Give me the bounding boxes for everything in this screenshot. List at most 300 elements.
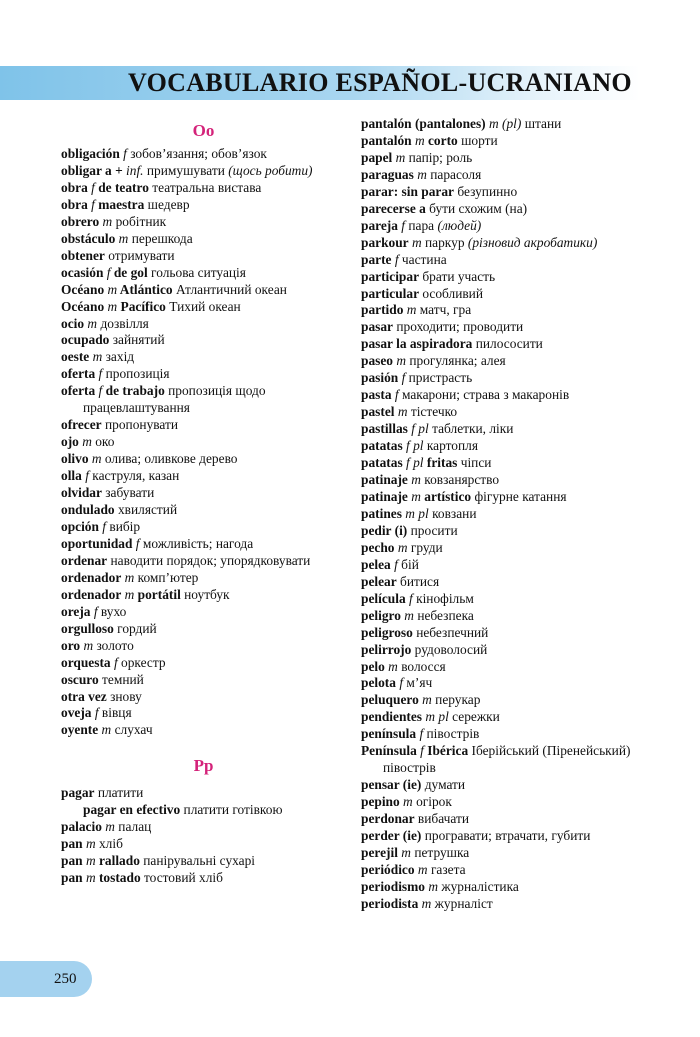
grammar-label: m — [80, 637, 94, 653]
vocab-entry — [61, 587, 346, 604]
translation: чіпси — [457, 455, 492, 471]
headword: olivo — [61, 451, 89, 467]
vocab-entry — [61, 468, 346, 485]
grammar-label: m — [407, 472, 421, 488]
headword: patatas — [361, 438, 403, 454]
grammar-label: m pl — [401, 505, 429, 521]
vocab-entry — [361, 709, 646, 726]
vocab-entry — [361, 472, 646, 489]
headword: pan — [61, 836, 83, 852]
grammar-label: f — [391, 387, 399, 403]
vocab-entry — [61, 383, 346, 417]
vocab-entry — [361, 828, 646, 845]
translation: пропозиція щодо працевлаштування — [83, 383, 266, 416]
grammar-label: m — [407, 488, 421, 504]
grammar-label: m — [104, 298, 118, 314]
headword-continuation: maestra — [94, 196, 145, 212]
vocab-entry — [361, 404, 646, 421]
translation: програвати; втрачати, губити — [421, 828, 591, 844]
headword: obra — [61, 196, 88, 212]
vocab-entry — [361, 116, 646, 133]
translation: рудоволосий — [411, 641, 488, 657]
headword: ondulado — [61, 502, 115, 518]
translation: фігурне катання — [471, 488, 567, 504]
headword: pareja — [361, 217, 398, 233]
headword-continuation: Pacífico — [117, 298, 166, 314]
translation: небезпека — [413, 607, 474, 623]
translation: вибір — [106, 518, 141, 534]
right-entry-list — [361, 116, 646, 913]
grammar-label: m — [104, 281, 118, 297]
vocab-entry — [61, 722, 346, 739]
headword: pelo — [361, 658, 385, 674]
grammar-label: m — [418, 895, 432, 911]
vocab-entry — [361, 523, 646, 540]
vocab-entry — [61, 316, 346, 333]
grammar-label: m (pl) — [485, 116, 522, 131]
translation: огірок — [412, 794, 452, 810]
headword: obra — [61, 179, 88, 195]
translation: Тихий океан — [165, 298, 241, 314]
headword: pantalón — [361, 132, 412, 148]
left-column — [61, 116, 346, 887]
vocab-entry — [361, 336, 646, 353]
translation: перукар — [431, 692, 481, 708]
vocab-entry — [61, 802, 346, 819]
translation: перешкода — [128, 230, 193, 246]
grammar-label: m — [121, 569, 135, 585]
headword: Océano — [61, 298, 105, 314]
vocab-entry — [61, 819, 346, 836]
grammar-label: f pl — [407, 421, 429, 437]
headword: paseo — [361, 353, 393, 369]
vocab-entry — [361, 269, 646, 286]
translation: картопля — [423, 438, 479, 454]
headword: pelirrojo — [361, 641, 412, 657]
headword: obligación — [61, 146, 120, 161]
vocab-entry — [361, 133, 646, 150]
grammar-label: m — [393, 353, 407, 369]
translation: олива; оливкове дерево — [101, 451, 238, 467]
translation: палац — [114, 819, 152, 835]
vocab-entry — [361, 879, 646, 896]
translation: частина — [398, 251, 447, 267]
headword: oreja — [61, 603, 91, 619]
translation: проходити; проводити — [393, 319, 524, 335]
vocab-entry — [61, 502, 346, 519]
page-number-tab — [0, 961, 92, 997]
usage-note: (щось робити) — [224, 162, 313, 178]
headword: oyente — [61, 722, 99, 738]
translation: знову — [106, 688, 142, 704]
translation: примушувати — [143, 162, 225, 178]
grammar-label: m — [88, 451, 102, 467]
grammar-label: m — [82, 836, 96, 852]
vocab-entry — [361, 777, 646, 794]
translation: дозвілля — [97, 315, 149, 331]
vocab-entry — [61, 366, 346, 383]
translation: каструля, казан — [88, 468, 180, 484]
translation: паркур — [421, 234, 465, 250]
vocab-entry — [361, 642, 646, 659]
grammar-label: m — [394, 404, 408, 420]
headword: ordenador — [61, 569, 122, 585]
grammar-label: f — [110, 654, 118, 670]
grammar-label: m — [418, 692, 432, 708]
vocab-entry — [361, 692, 646, 709]
vocab-entry — [61, 163, 346, 180]
translation: золото — [93, 637, 134, 653]
translation: зобов’язання; обов’язок — [126, 146, 267, 161]
vocab-entry — [361, 201, 646, 218]
headword: oportunidad — [61, 535, 133, 551]
translation: захід — [102, 349, 135, 365]
headword: palacio — [61, 819, 102, 835]
translation: зайнятий — [109, 332, 165, 348]
headword: parecerse a — [361, 200, 426, 216]
translation: штани — [521, 116, 562, 131]
vocab-entry — [361, 150, 646, 167]
headword: ojo — [61, 434, 79, 450]
headword: orquesta — [61, 654, 111, 670]
headword: ofrecer — [61, 417, 102, 433]
headword-continuation: rallado — [95, 853, 140, 869]
grammar-label: m pl — [422, 709, 449, 725]
translation: ноутбук — [180, 586, 230, 602]
usage-note: (людей) — [434, 217, 482, 233]
vocab-entry — [61, 570, 346, 587]
headword: perejil — [361, 844, 398, 860]
vocab-entry — [61, 434, 346, 451]
translation: груди — [407, 539, 443, 555]
headword: parkour — [361, 234, 409, 250]
translation: сережки — [448, 709, 500, 725]
headword: obstáculo — [61, 230, 116, 246]
page-title: VOCABULARIO ESPAÑOL-UCRANIANO — [128, 68, 632, 97]
grammar-label: f — [132, 535, 140, 551]
vocab-entry — [61, 870, 346, 887]
translation: вівця — [98, 705, 132, 721]
translation: тостовий хліб — [140, 870, 223, 886]
translation: пропозиція — [102, 366, 170, 382]
grammar-label: m — [82, 853, 96, 869]
headword: pastel — [361, 404, 395, 420]
headword: ordenador — [61, 586, 122, 602]
vocab-entry — [361, 421, 646, 438]
translation: прогулянка; алея — [406, 353, 506, 369]
headword-continuation: fritas — [423, 455, 458, 471]
grammar-label: m — [408, 234, 422, 250]
headword-continuation: artístico — [420, 488, 472, 504]
translation: шорти — [457, 132, 498, 148]
grammar-label: m — [89, 349, 103, 365]
headword: Océano — [61, 281, 105, 297]
grammar-label: m — [115, 230, 129, 246]
vocab-entry — [61, 451, 346, 468]
grammar-label: f — [87, 179, 95, 195]
translation: м’яч — [403, 675, 433, 691]
grammar-label: m — [121, 586, 135, 602]
headword-continuation: portátil — [134, 586, 181, 602]
translation: можливість; нагода — [139, 535, 254, 551]
grammar-label: f — [103, 264, 111, 280]
translation: робітник — [112, 213, 167, 229]
vocab-entry — [361, 743, 646, 777]
translation: наводити порядок; упорядковувати — [107, 552, 311, 568]
grammar-label: m — [99, 213, 113, 229]
translation: газета — [427, 861, 466, 877]
translation: панірувальні сухарі — [139, 853, 256, 869]
headword: obligar a + — [61, 162, 123, 178]
vocab-entry — [61, 785, 346, 802]
vocab-entry — [61, 180, 346, 197]
headword: perder (ie) — [361, 828, 422, 844]
translation: платити — [94, 785, 144, 801]
grammar-label: m — [98, 722, 112, 738]
translation: ковзани — [428, 505, 477, 521]
vocab-entry — [361, 370, 646, 387]
headword: pepino — [361, 794, 400, 810]
grammar-label: f pl — [402, 455, 424, 471]
headword: pelea — [361, 556, 391, 572]
translation: таблетки, ліки — [428, 421, 514, 437]
headword: pagar en efectivo — [83, 802, 181, 818]
translation: платити готівкою — [180, 802, 283, 818]
vocab-entry — [61, 197, 346, 214]
headword: oferta — [61, 383, 96, 399]
translation: Атлантичний океан — [172, 281, 287, 297]
grammar-label: m — [400, 607, 414, 623]
headword: pasta — [361, 387, 392, 403]
vocab-entry — [61, 265, 346, 282]
translation: петрушка — [410, 844, 470, 860]
headword: oveja — [61, 705, 92, 721]
vocab-entry — [361, 167, 646, 184]
grammar-label: f — [95, 383, 103, 399]
headword-continuation: Atlántico — [117, 281, 173, 297]
headword: pasión — [361, 370, 399, 386]
headword: patinaje — [361, 472, 408, 488]
headword: opción — [61, 518, 99, 534]
translation: журналістика — [438, 878, 519, 894]
translation: гольова ситуація — [147, 264, 246, 280]
headword-continuation: de trabajo — [102, 383, 165, 399]
grammar-label: m — [78, 434, 92, 450]
translation: Іберійський (Піренейський) півострів — [383, 743, 631, 776]
grammar-label: m — [84, 315, 98, 331]
headword: otra vez — [61, 688, 107, 704]
translation: битися — [396, 573, 440, 589]
headword: olla — [61, 468, 82, 484]
headword: ocupado — [61, 332, 110, 348]
translation: темний — [98, 671, 144, 687]
headword: ordenar — [61, 552, 108, 568]
oo-entry-list — [61, 146, 346, 739]
vocab-entry — [61, 853, 346, 870]
grammar-label: m — [394, 539, 408, 555]
grammar-label: m — [101, 819, 115, 835]
grammar-label: m — [403, 302, 417, 318]
grammar-label: f — [81, 468, 89, 484]
vocab-entry — [61, 672, 346, 689]
headword: pantalón (pantalones) — [361, 116, 486, 131]
headword: oeste — [61, 349, 90, 365]
translation: слухач — [111, 722, 153, 738]
translation: отримувати — [104, 247, 175, 263]
grammar-label: f pl — [402, 438, 424, 454]
vocab-entry — [361, 845, 646, 862]
grammar-label: m — [392, 149, 406, 165]
headword-continuation: de teatro — [94, 179, 149, 195]
grammar-label: m — [413, 166, 427, 182]
vocab-entry — [361, 235, 646, 252]
vocab-entry — [361, 608, 646, 625]
grammar-label: f — [398, 370, 406, 386]
vocab-entry — [361, 625, 646, 642]
vocab-entry — [361, 862, 646, 879]
translation: тістечко — [407, 404, 458, 420]
translation: пилососити — [472, 336, 543, 352]
translation: вибачати — [414, 811, 469, 827]
headword: pedir (i) — [361, 522, 408, 538]
grammar-label: f — [405, 590, 413, 606]
headword: Península — [361, 743, 417, 759]
headword: oro — [61, 637, 81, 653]
translation: пристрасть — [405, 370, 473, 386]
headword: pan — [61, 870, 83, 886]
vocab-entry — [361, 675, 646, 692]
vocab-entry — [61, 485, 346, 502]
grammar-label: m — [397, 844, 411, 860]
translation: небезпечний — [412, 624, 489, 640]
translation: кінофільм — [412, 590, 474, 606]
translation: театральна вистава — [148, 179, 262, 195]
vocab-entry — [61, 417, 346, 434]
headword: pelear — [361, 573, 397, 589]
translation: пропонувати — [101, 417, 179, 433]
vocab-entry — [61, 349, 346, 366]
vocab-entry — [361, 252, 646, 269]
headword: particular — [361, 285, 420, 301]
translation: папір; роль — [405, 149, 473, 165]
grammar-label: f — [90, 603, 98, 619]
headword: patines — [361, 505, 402, 521]
headword: papel — [361, 149, 393, 165]
grammar-label: f — [98, 518, 107, 534]
vocab-entry — [61, 299, 346, 316]
vocab-entry — [361, 659, 646, 676]
vocab-entry — [361, 540, 646, 557]
translation: просити — [407, 522, 458, 538]
grammar-label: m — [411, 132, 425, 148]
translation: макарони; страва з макаронів — [398, 387, 570, 403]
grammar-label: m — [399, 794, 413, 810]
translation: ковзанярство — [420, 472, 500, 488]
headword-continuation: Ibérica — [423, 743, 469, 759]
vocab-entry — [361, 218, 646, 235]
vocab-entry — [361, 353, 646, 370]
translation: комп’ютер — [134, 569, 199, 585]
headword: oferta — [61, 366, 96, 382]
headword: pecho — [361, 539, 395, 555]
headword: pensar (ie) — [361, 777, 422, 793]
headword-continuation: tostado — [95, 870, 141, 886]
headword: periódico — [361, 861, 415, 877]
headword: pagar — [61, 785, 95, 801]
section-heading-oo: Oo — [192, 121, 215, 140]
headword: parar: sin parar — [361, 183, 454, 199]
grammar-label: m — [414, 861, 428, 877]
grammar-label: f — [416, 726, 424, 742]
translation: безупинно — [453, 183, 518, 199]
vocab-entry — [61, 146, 346, 163]
headword-continuation: de gol — [110, 264, 148, 280]
vocab-entry — [61, 604, 346, 621]
headword: obtener — [61, 247, 105, 263]
vocab-entry — [61, 705, 346, 722]
vocab-entry — [61, 655, 346, 672]
headword: participar — [361, 268, 420, 284]
vocab-entry — [361, 184, 646, 201]
headword: paraguas — [361, 166, 414, 182]
grammar-label: f — [119, 146, 127, 161]
vocab-entry — [61, 689, 346, 706]
vocab-entry — [61, 231, 346, 248]
headword: península — [361, 726, 417, 742]
headword: ocasión — [61, 264, 104, 280]
vocab-entry — [361, 319, 646, 336]
grammar-label: f — [397, 217, 406, 233]
headword: patinaje — [361, 488, 408, 504]
headword: peligro — [361, 607, 401, 623]
headword: pendientes — [361, 709, 423, 725]
headword: oscuro — [61, 671, 99, 687]
vocab-entry — [361, 455, 646, 472]
headword: ocio — [61, 315, 85, 331]
vocab-entry — [61, 214, 346, 231]
translation: око — [91, 434, 115, 450]
pp-entry-list — [61, 785, 346, 887]
headword: pasar la aspiradora — [361, 336, 473, 352]
grammar-label: m — [384, 658, 398, 674]
headword: patatas — [361, 455, 403, 471]
grammar-label: f — [390, 556, 398, 572]
translation: матч, гра — [416, 302, 472, 318]
translation: хліб — [95, 836, 123, 852]
vocab-entry — [361, 726, 646, 743]
page-number: 250 — [54, 971, 77, 987]
headword: periodismo — [361, 878, 425, 894]
headword: peluquero — [361, 692, 419, 708]
headword-continuation: corto — [424, 132, 458, 148]
grammar-label: f — [91, 705, 99, 721]
translation: бути схожим (на) — [425, 200, 528, 216]
translation: парасоля — [426, 166, 482, 182]
grammar-label: f — [395, 675, 404, 691]
grammar-label: f — [87, 196, 95, 212]
headword: periodista — [361, 895, 419, 911]
translation: хвилястий — [114, 502, 178, 518]
headword: orgulloso — [61, 620, 114, 636]
translation: волосся — [397, 658, 446, 674]
vocab-entry — [61, 553, 346, 570]
headword: perdonar — [361, 811, 415, 827]
translation: пара — [405, 217, 435, 233]
translation: забувати — [101, 485, 155, 501]
section-heading-pp: Pp — [193, 756, 214, 776]
headword: pan — [61, 853, 83, 869]
translation: думати — [421, 777, 466, 793]
